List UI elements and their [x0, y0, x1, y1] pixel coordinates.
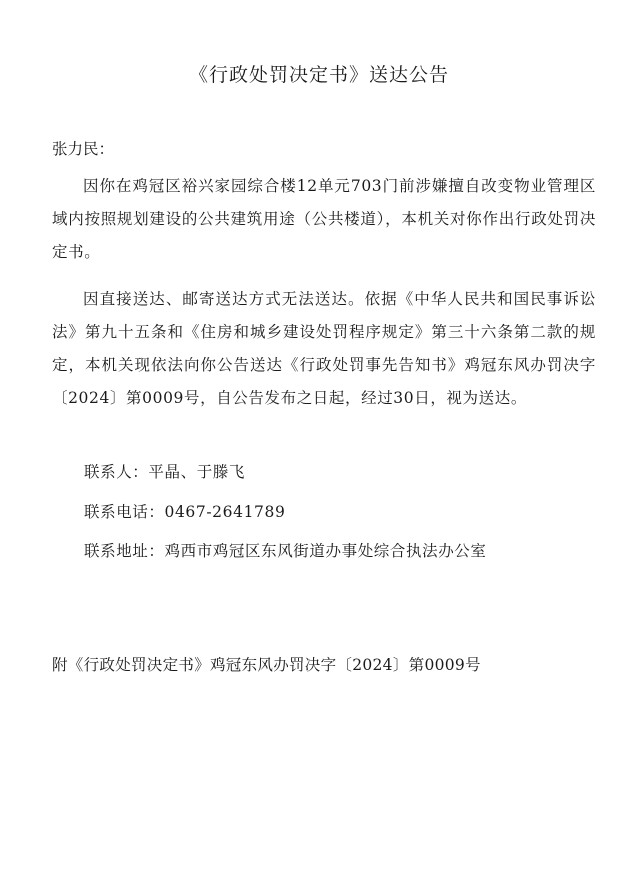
addressee: 张力民：: [52, 140, 115, 158]
body-paragraph-2: 因直接送达、邮寄送达方式无法送达。依据《中华人民共和国民事诉讼法》第九十五条和《住房和城乡建设处罚程序规定》第三十六条第二款的规定，本机关现依法向你公告送达《行政处罚事先告知书》鸡冠东风办罚决字〔2024〕第0009号，自公告发布之日起，经过30日，视为送达。: [52, 290, 596, 407]
contact-person: 联系人：平晶、于滕飞: [84, 463, 246, 481]
body-paragraph-1: 因你在鸡冠区裕兴家园综合楼12单元703门前涉嫌擅自改变物业管理区域内按照规划建设的公共建筑用途（公共楼道），本机关对你作出行政处罚决定书。: [52, 177, 596, 261]
document-title: 《行政处罚决定书》送达公告: [188, 64, 449, 86]
contact-address: 联系地址：鸡西市鸡冠区东风街道办事处综合执法办公室: [84, 542, 487, 560]
attachment-note: 附《行政处罚决定书》鸡冠东风办罚决字〔2024〕第0009号: [52, 656, 481, 674]
contact-phone: 联系电话：0467-2641789: [84, 503, 286, 521]
